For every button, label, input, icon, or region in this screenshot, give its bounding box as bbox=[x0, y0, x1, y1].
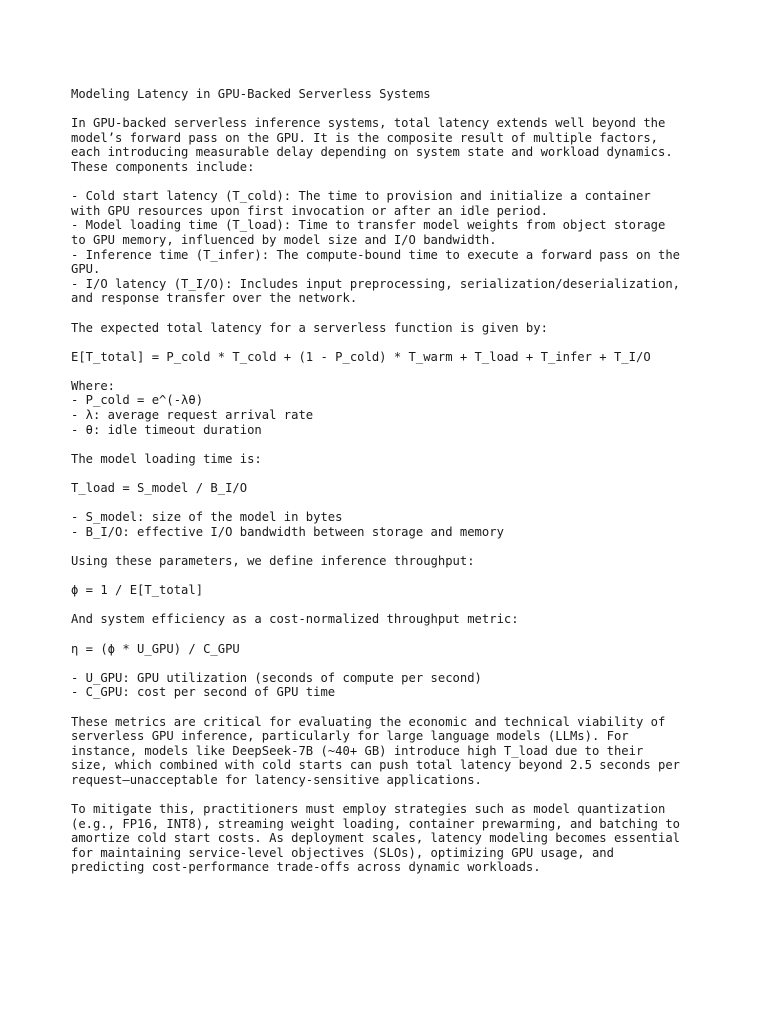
text-line: serverless GPU inference, particularly for large language models (LLMs). For bbox=[71, 729, 629, 744]
text-line: Using these parameters, we define inference throughput: bbox=[71, 554, 475, 568]
paragraph bbox=[71, 642, 731, 657]
text-line: for maintaining service-level objectives (SLOs), optimizing GPU usage, and bbox=[71, 845, 614, 860]
paragraph bbox=[71, 481, 731, 496]
text-line: to GPU memory, influenced by model size and I/O bandwidth. bbox=[71, 232, 497, 247]
text-line: - Cold start latency (T_cold): The time to provision and initialize a container bbox=[71, 189, 651, 204]
text-line: each introducing measurable delay depending on system state and workload dynamics. bbox=[71, 145, 673, 160]
paragraph bbox=[71, 554, 731, 569]
paragraph bbox=[71, 379, 731, 437]
text-line: amortize cold start costs. As deployment scales, latency modeling becomes essential bbox=[71, 831, 681, 846]
text-line: predicting cost-performance trade-offs across dynamic workloads. bbox=[71, 860, 541, 875]
paragraph bbox=[71, 452, 731, 467]
text-line: - I/O latency (T_I/O): Includes input preprocessing, serialization/deserialization, bbox=[71, 276, 681, 291]
text-line: GPU. bbox=[71, 262, 101, 277]
text-line: - Inference time (T_infer): The compute-bound time to execute a forward pass on the bbox=[71, 247, 681, 262]
paragraph bbox=[71, 715, 731, 788]
text-line: request—unacceptable for latency-sensitive applications. bbox=[71, 772, 482, 787]
paragraph bbox=[71, 116, 731, 174]
text-line: - U_GPU: GPU utilization (seconds of compute per second) bbox=[71, 670, 482, 685]
text-line: And system efficiency as a cost-normalized throughput metric: bbox=[71, 612, 519, 627]
text-line: - θ: idle timeout duration bbox=[71, 422, 262, 437]
text-line: In GPU-backed serverless inference systems, total latency extends well beyond the bbox=[71, 116, 666, 131]
text-line: E[T_total] = P_cold * T_cold + (1 - P_cold) * T_warm + T_load + T_infer + T_I/O bbox=[71, 349, 651, 364]
paragraph bbox=[71, 583, 731, 598]
text-line: - S_model: size of the model in bytes bbox=[71, 510, 343, 525]
text-line: size, which combined with cold starts can push total latency beyond 2.5 seconds per bbox=[71, 758, 681, 773]
text-line: - λ: average request arrival rate bbox=[71, 408, 314, 423]
paragraph bbox=[71, 189, 731, 306]
paragraph bbox=[71, 321, 731, 336]
paragraph bbox=[71, 802, 731, 875]
text-line: (e.g., FP16, INT8), streaming weight loading, container prewarming, and batching to bbox=[71, 816, 681, 831]
text-line: Where: bbox=[71, 378, 116, 393]
text-line: Modeling Latency in GPU-Backed Serverless Systems bbox=[71, 87, 431, 101]
text-line: To mitigate this, practitioners must employ strategies such as model quantization bbox=[71, 802, 666, 817]
text-line: ϕ = 1 / E[T_total] bbox=[71, 583, 204, 598]
document-body bbox=[71, 87, 731, 890]
text-line: η = (ϕ * U_GPU) / C_GPU bbox=[71, 641, 240, 656]
text-line: model’s forward pass on the GPU. It is the composite result of multiple factors, bbox=[71, 130, 658, 145]
text-line: The model loading time is: bbox=[71, 451, 262, 466]
text-line: instance, models like DeepSeek-7B (~40+ GB) introduce high T_load due to their bbox=[71, 743, 644, 758]
paragraph bbox=[71, 350, 731, 365]
text-line: - B_I/O: effective I/O bandwidth between storage and memory bbox=[71, 524, 504, 539]
text-line: These metrics are critical for evaluating the economic and technical viability of bbox=[71, 714, 666, 729]
text-line: and response transfer over the network. bbox=[71, 291, 358, 306]
paragraph bbox=[71, 612, 731, 627]
paragraph bbox=[71, 671, 731, 700]
text-line: The expected total latency for a serverless function is given by: bbox=[71, 320, 548, 335]
document-title bbox=[71, 87, 731, 102]
text-line: These components include: bbox=[71, 159, 255, 174]
text-line: - Model loading time (T_load): Time to transfer model weights from object storage bbox=[71, 218, 666, 233]
text-line: with GPU resources upon first invocation or after an idle period. bbox=[71, 203, 548, 218]
text-line: - C_GPU: cost per second of GPU time bbox=[71, 685, 336, 700]
paragraph bbox=[71, 510, 731, 539]
text-line: - P_cold = e^(-λθ) bbox=[71, 393, 204, 408]
text-line: T_load = S_model / B_I/O bbox=[71, 481, 248, 496]
